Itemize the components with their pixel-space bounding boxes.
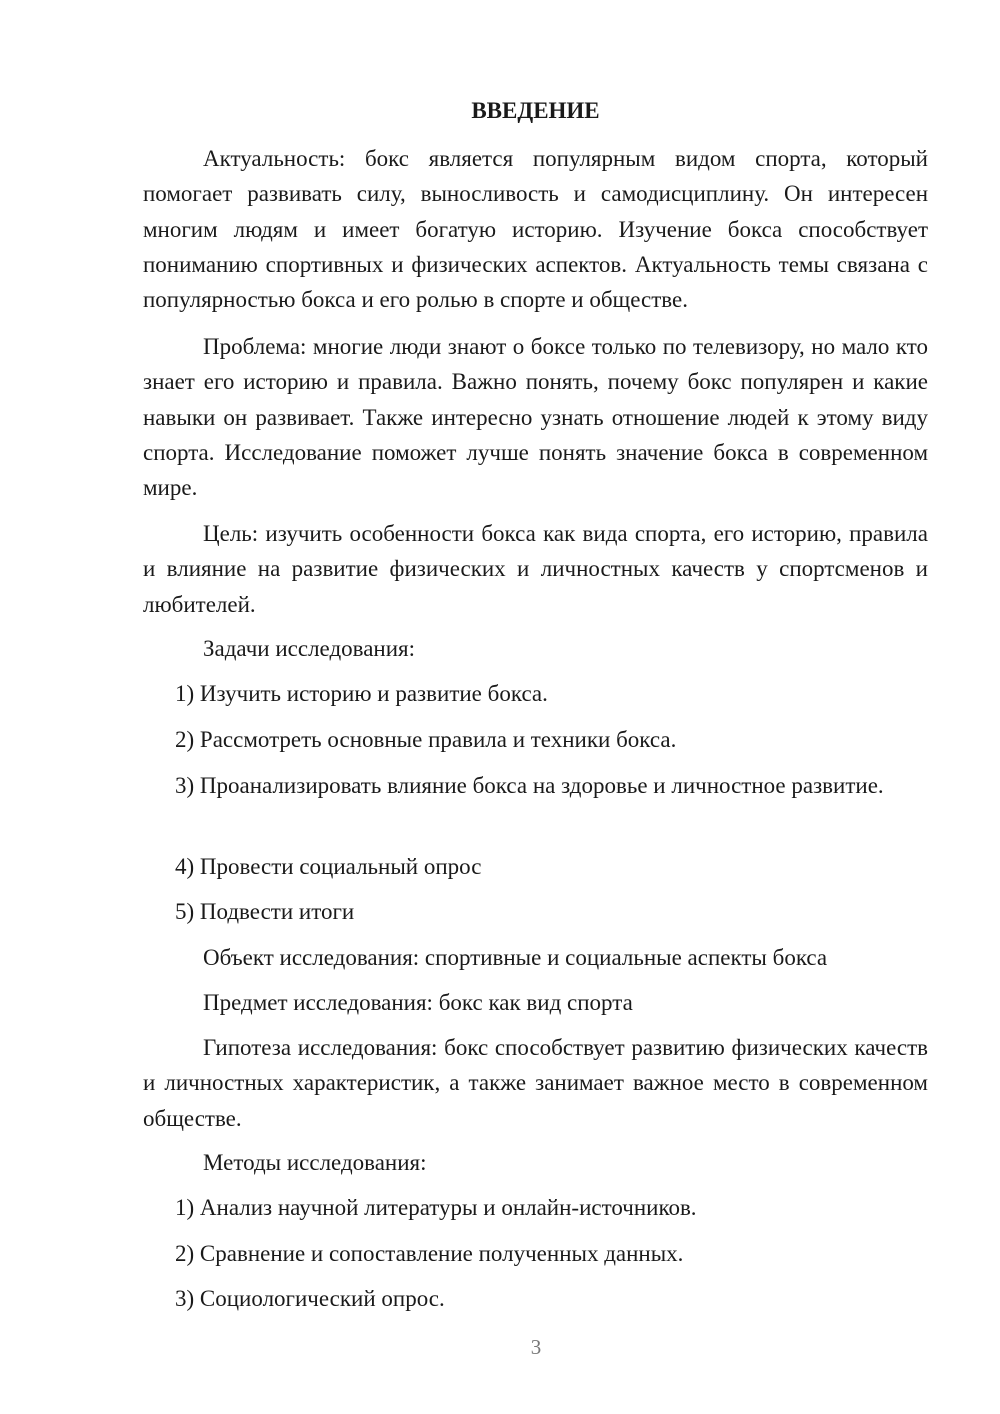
methods-heading: Методы исследования: <box>203 1150 427 1175</box>
task-item: 1) Изучить историю и развитие бокса. <box>175 681 548 706</box>
page-number: 3 <box>530 1335 542 1359</box>
tasks-heading: Задачи исследования: <box>203 636 416 661</box>
problem-paragraph: Проблема: многие люди знают о боксе только по телевизору, но мало кто знает его историю и правила. Важно понять, почему бокс популярен и какие навыки он развивает. Также интересно узнать отношение людей к этому виду спорта. Исследование поможет лучше понять значение бокса в современном мире. <box>143 334 928 501</box>
task-item: 5) Подвести итоги <box>175 899 355 924</box>
page-title: ВВЕДЕНИЕ <box>471 98 600 123</box>
method-item: 1) Анализ научной литературы и онлайн-источников. <box>175 1195 697 1220</box>
object-paragraph: Объект исследования: спортивные и социальные аспекты бокса <box>203 945 828 970</box>
method-item: 3) Социологический опрос. <box>175 1286 445 1311</box>
task-item: 2) Рассмотреть основные правила и техники бокса. <box>175 727 677 752</box>
method-item: 2) Сравнение и сопоставление полученных данных. <box>175 1241 684 1266</box>
relevance-paragraph: Актуальность: бокс является популярным видом спорта, который помогает развивать силу, выносливость и самодисциплину. Он интересен многим людям и имеет богатую историю. Изучение бокса способствует пониманию спортивных и физических аспектов. Актуальность темы связана с популярностью бокса и его ролью в спорте и обществе. <box>143 146 928 313</box>
hypothesis-paragraph: Гипотеза исследования: бокс способствует развитию физических качеств и личностных характеристик, а также занимает важное место в современном обществе. <box>143 1035 928 1131</box>
subject-paragraph: Предмет исследования: бокс как вид спорта <box>203 990 633 1015</box>
task-item: 4) Провести социальный опрос <box>175 854 482 879</box>
task-item: 3) Проанализировать влияние бокса на здоровье и личностное развитие. <box>175 773 884 798</box>
goal-paragraph: Цель: изучить особенности бокса как вида спорта, его историю, правила и влияние на развитие физических и личностных качеств у спортсменов и любителей. <box>143 521 928 617</box>
